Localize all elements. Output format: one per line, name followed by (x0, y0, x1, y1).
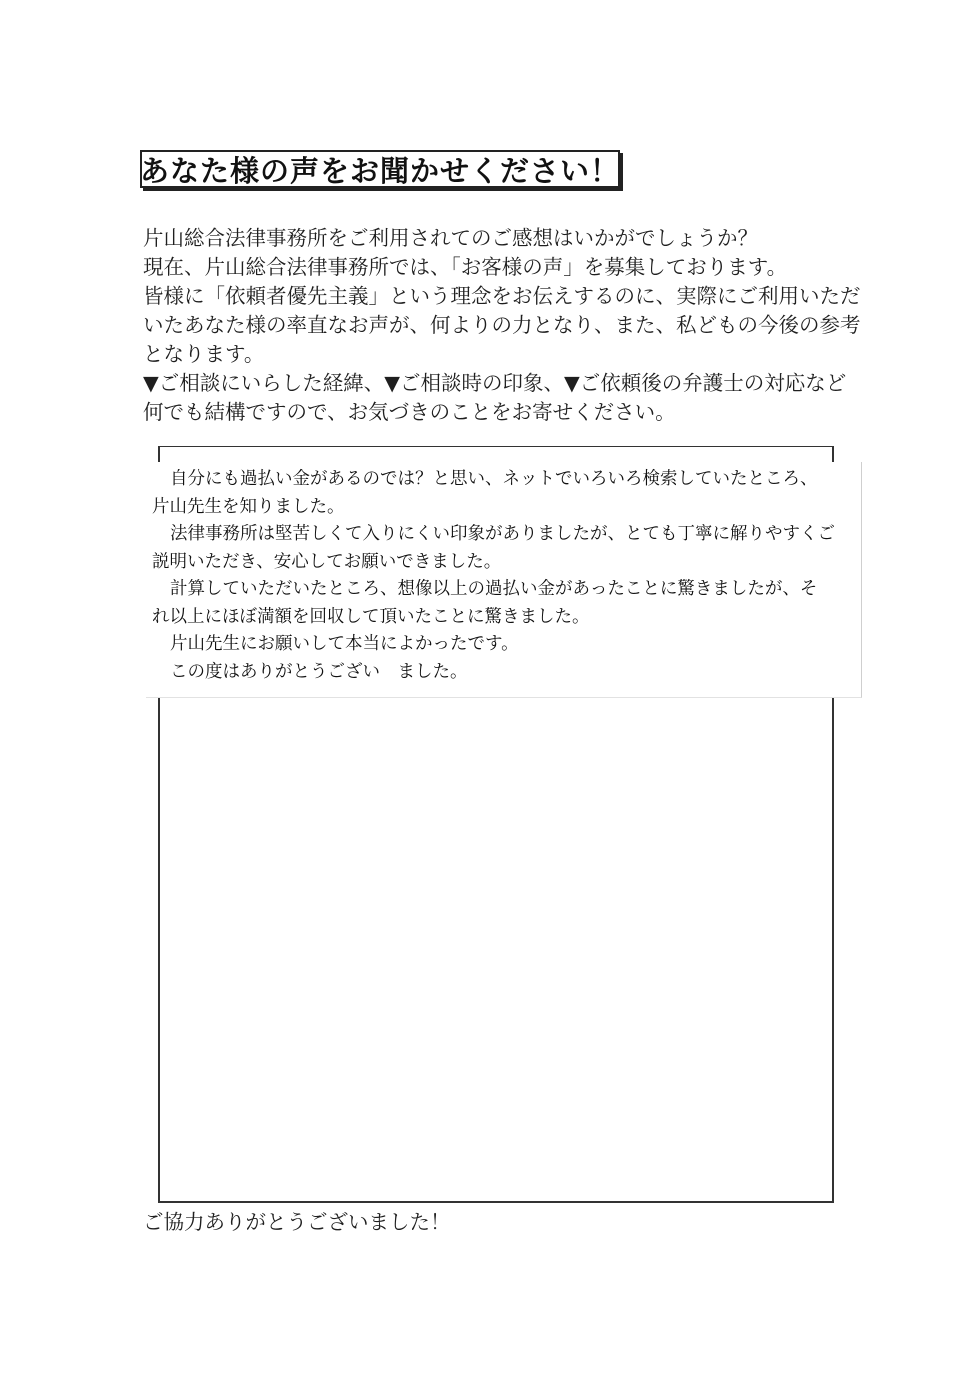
intro-line: 片山総合法律事務所をご利用されてのご感想はいかがでしょうか？ (143, 226, 758, 250)
intro-line: 皆様に「依頼者優先主義」という理念をお伝えするのに、実際にご利用いただ (143, 284, 861, 308)
comment-line: れ以上にほぼ満額を回収して頂いたことに驚きました。 (152, 606, 590, 627)
customer-comment (152, 466, 835, 686)
intro-line: 何でも結構ですので、お気づきのことをお寄せください。 (143, 400, 676, 424)
comment-line: この度はありがとうござい ました。 (170, 661, 468, 682)
comment-line: 法律事務所は堅苦しくて入りにくい印象がありましたが、とても丁寧に解りやすくご (170, 524, 835, 544)
intro-line: いたあなた様の率直なお声が、何よりの力となり、また、私どもの今後の参考 (143, 313, 861, 337)
footer-thanks: ご協力ありがとうございました！ (143, 1210, 451, 1234)
intro-line: ▼ご相談にいらした経緯、▼ご相談時の印象、▼ご依頼後の弁護士の対応など (143, 371, 847, 395)
intro-line: 現在、片山総合法律事務所では、「お客様の声」を募集しております。 (143, 255, 788, 279)
intro-line: となります。 (143, 342, 265, 366)
page-title: あなた様の声をお聞かせください！ (140, 153, 621, 188)
comment-line: 計算していただいたところ、想像以上の過払い金があったことに驚きましたが、そ (170, 579, 818, 599)
comment-line: 説明いただき、安心してお願いできました。 (152, 551, 502, 572)
intro-text (143, 224, 861, 427)
comment-line: 自分にも過払い金があるのでは？と思い、ネットでいろいろ検索していたところ、 (170, 469, 818, 489)
comment-line: 片山先生にお願いして本当によかったです。 (170, 634, 519, 654)
customer-comment-card (146, 462, 862, 698)
page-title-box (140, 150, 620, 188)
comment-line: 片山先生を知りました。 (152, 496, 345, 517)
